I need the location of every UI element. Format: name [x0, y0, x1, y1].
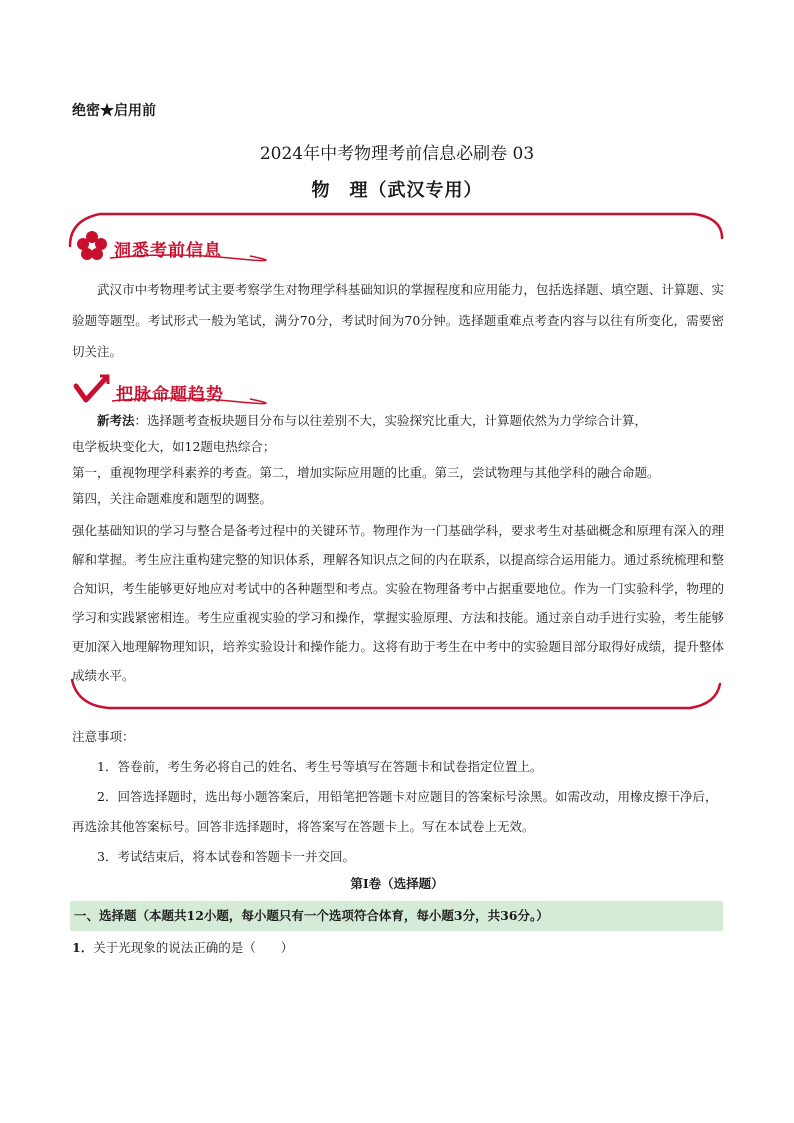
note-item: 2．回答选择题时，选出每小题答案后，用铅笔把答题卡对应题目的答案标号涂黑。如需改动，用橡皮擦干净后，再选涂其他答案标号。回答非选择题时，将答案写在答题卡上。写在本试卷上无效。 — [72, 789, 718, 834]
question-text: 关于光现象的说法正确的是（ ） — [93, 940, 294, 955]
page-title: 2024年中考物理考前信息必刷卷 03 — [259, 144, 535, 164]
trend-line-1: ：选择题考查板块题目分布与以往差别不大，实验探究比重大，计算题依然为力学综合计算， — [134, 413, 648, 428]
trend-line-4: 第四，关注命题难度和题型的调整。 — [72, 491, 273, 506]
question-number: 1． — [72, 940, 94, 955]
trend-line-3: 第一，重视物理学科素养的考查。第二，增加实际应用题的比重。第三，尝试物理与其他学科的融合命题。 — [72, 465, 660, 480]
note-item: 1．答卷前，考生务必将自己的姓名、考生号等填写在答题卡和试卷指定位置上。 — [97, 759, 543, 774]
section-heading-trend: 把脉命题趋势 — [116, 385, 224, 405]
question-1 — [72, 938, 293, 956]
section-heading-info: 洞悉考前信息 — [114, 241, 222, 261]
note-item: 3．考试结束后，将本试卷和答题卡一并交回。 — [97, 849, 355, 864]
section-trend-intro — [72, 408, 724, 512]
mc-section-header: 一、选择题（本题共12小题，每小题只有一个选项符合体育，每小题3分，共36分。） — [70, 901, 723, 931]
section-trend-text: 强化基础知识的学习与整合是备考过程中的关键环节。物理作为一门基础学科，要求考生对基础概念和原理有深入的理解和掌握。考生应注重构建完整的知识体系，理解各知识点之间的内在联系，以提高综合运用能力。通过系统梳理和整合知识，考生能够更好地应对考试中的各种题型和考点。实验在物理备考中占据重要地位。作为一门实验科学，物理的学习和实践紧密相连。考生应重视实验的学习和操作，掌握实验原理、方法和技能。通过亲自动手进行实验，考生能够更加深入地理解物理知识，培养实验设计和操作能力。这将有助于考生在中考中的实验题目部分取得好成绩，提升整体成绩水平。 — [72, 523, 724, 683]
section-info-text: 武汉市中考物理考试主要考察学生对物理学科基础知识的掌握程度和应用能力，包括选择题、填空题、计算题、实验题等题型。考试形式一般为笔试，满分70分，考试时间为70分钟。选择题重难点考查内容与以往有所变化，需要密切关注。 — [72, 282, 724, 359]
notes-block — [72, 722, 724, 872]
secret-label: 绝密★启用前 — [72, 103, 156, 119]
flower-icon — [77, 231, 107, 260]
trend-line-2: 电学板块变化大，如12题电热综合； — [72, 439, 276, 454]
notes-title: 注意事项： — [72, 729, 135, 744]
keyword-new-method: 新考法 — [97, 413, 135, 428]
part-title: 第Ⅰ卷（选择题） — [350, 876, 444, 891]
page-subtitle: 物 理（武汉专用） — [311, 180, 483, 201]
check-arrow-icon — [76, 376, 108, 400]
